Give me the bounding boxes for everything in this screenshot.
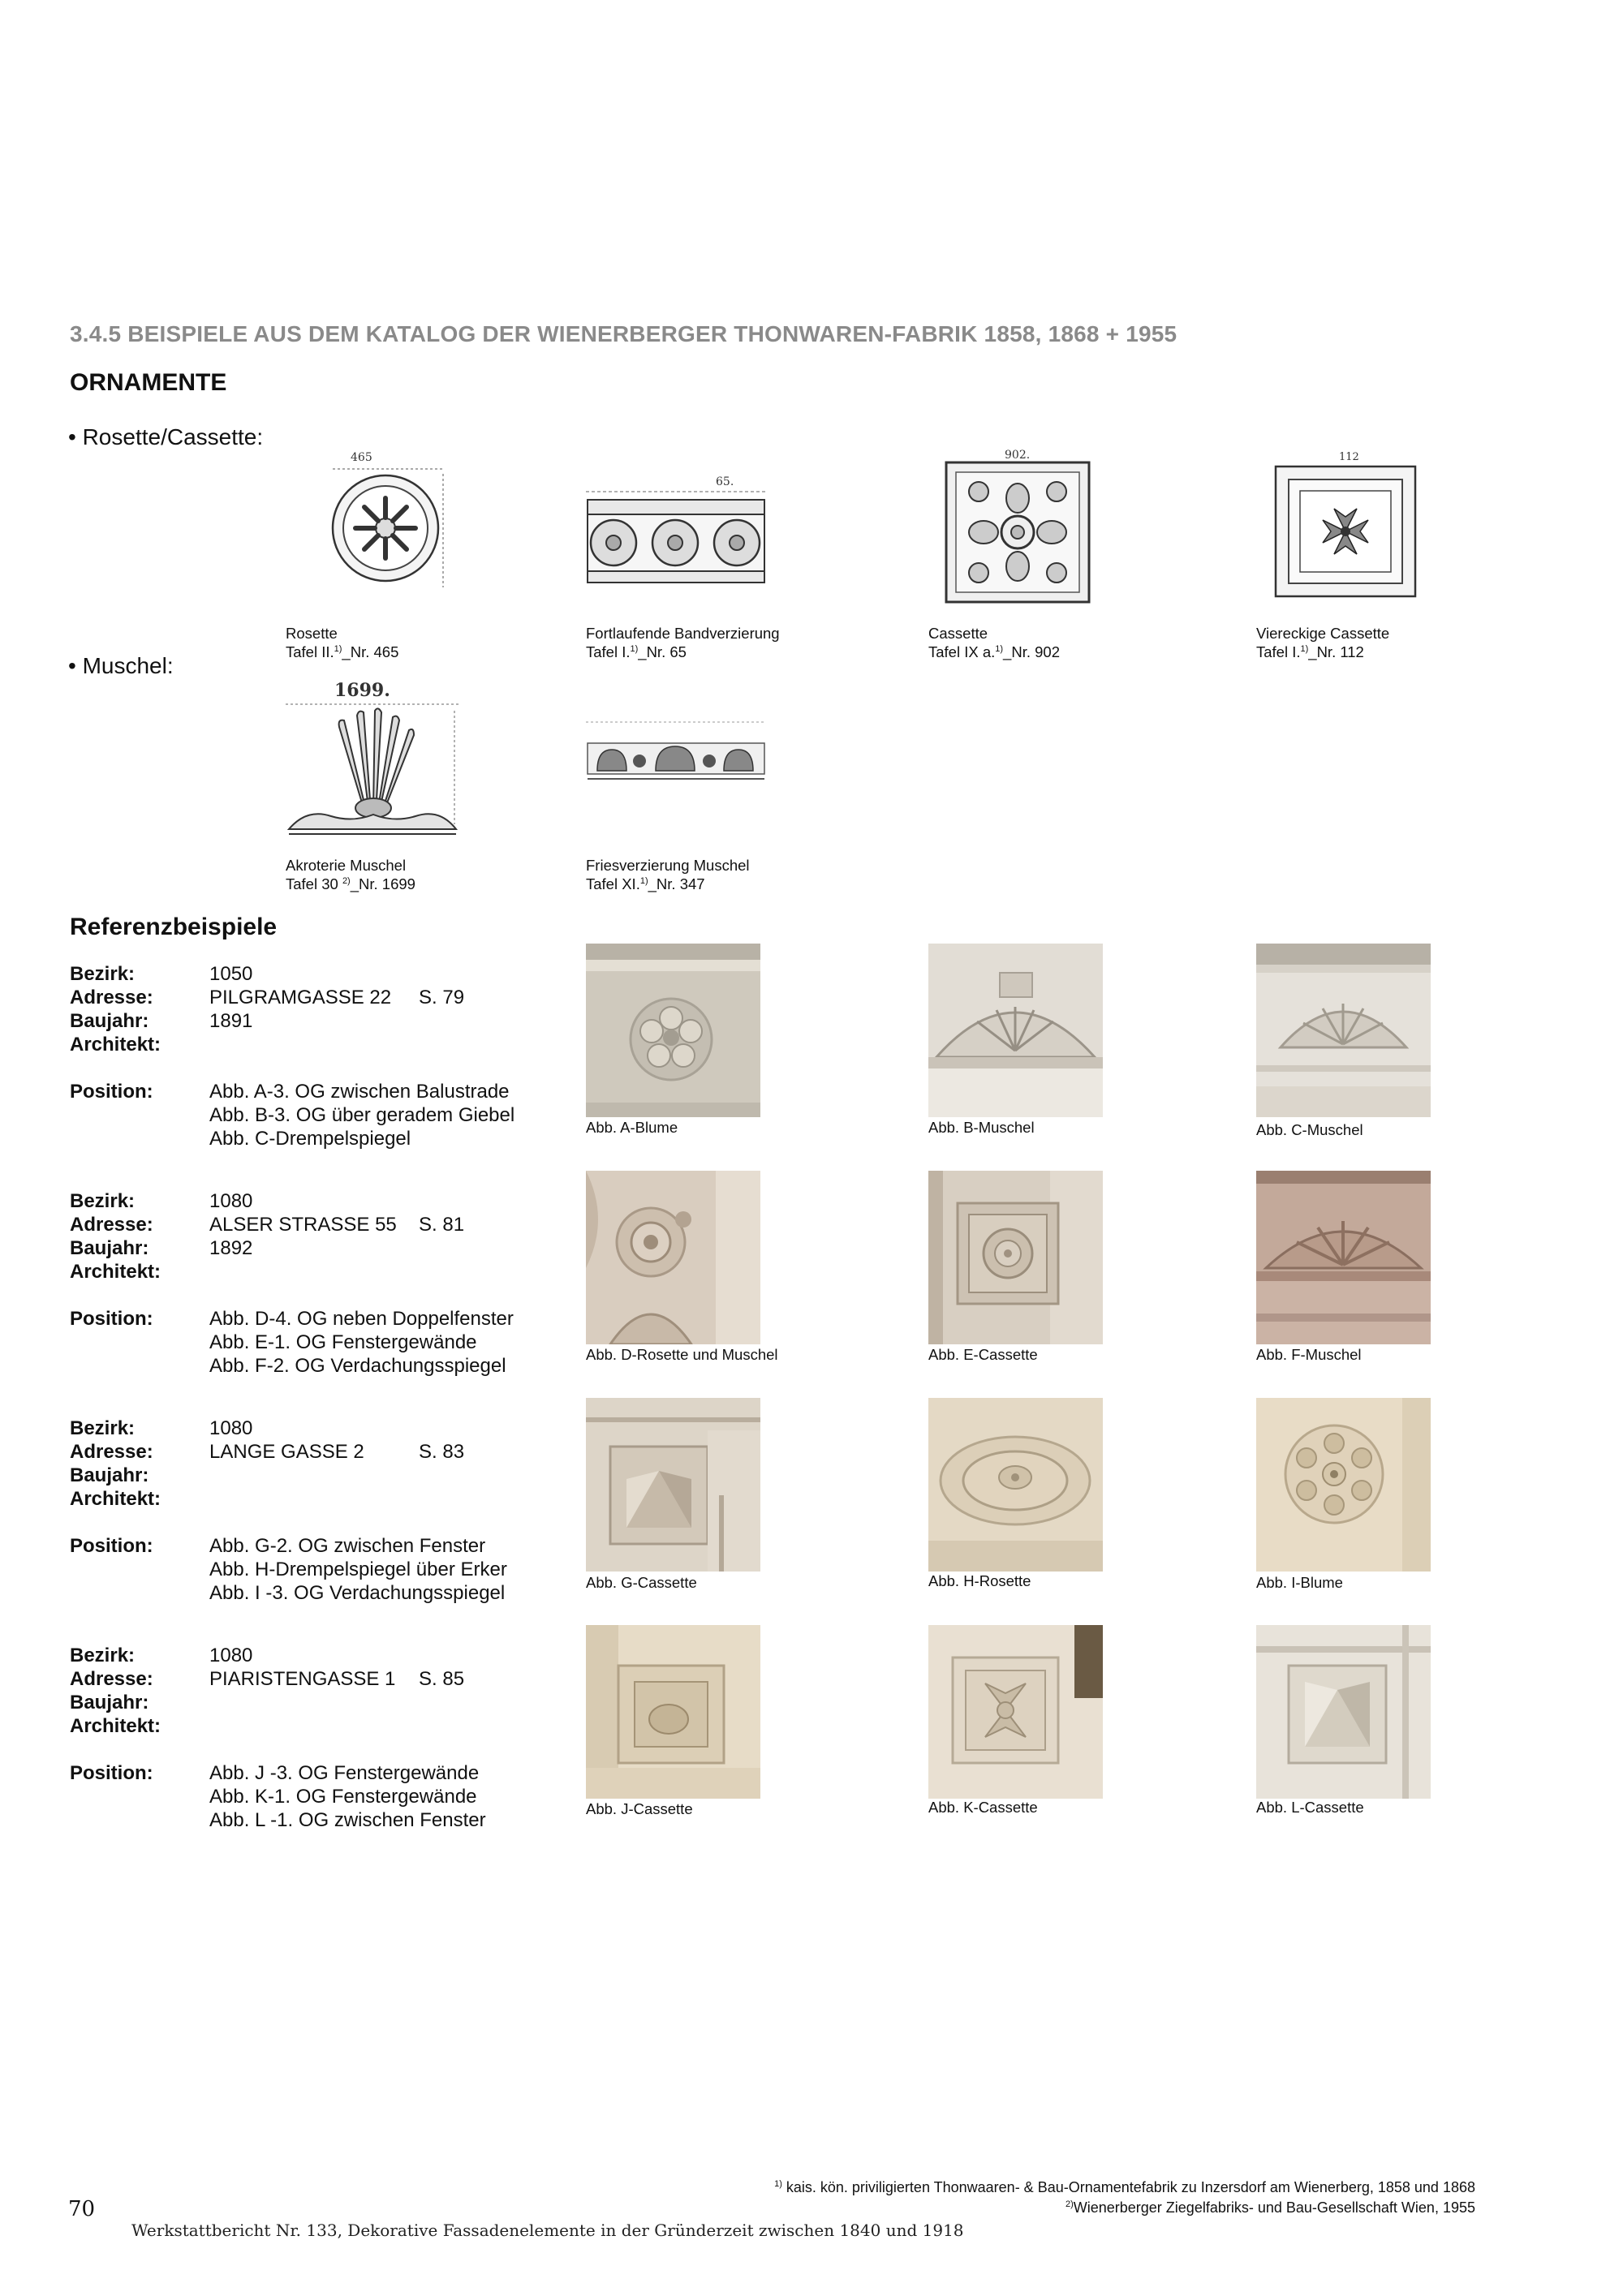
caption-rosette-sup: 1) [334,643,342,654]
photo-caption-l: Abb. L-Cassette [1256,1799,1364,1816]
photo-f-muschel [1256,1171,1431,1344]
caption-rosette-nr: _Nr. 465 [342,643,399,660]
ref3-adresse: LANGE GASSE 2 [209,1441,364,1463]
caption-viereckige-nr: _Nr. 112 [1308,643,1364,660]
publication-footer: Werkstattbericht Nr. 133, Dekorative Fassadenelemente in der Gründerzeit zwischen 1840 und 1918 [131,2221,964,2240]
ref3-label-adresse: Adresse: [70,1441,153,1463]
caption-akroterie-tafel-text: Tafel 30 [286,875,342,892]
caption-fries-tafel [586,875,750,893]
photo-caption-g: Abb. G-Cassette [586,1574,697,1591]
caption-viereckige-name: Viereckige Cassette [1256,625,1390,642]
sketch-cassette [941,448,1100,607]
ref4-label-architekt: Architekt: [70,1715,161,1737]
ref4-bezirk: 1080 [209,1645,253,1666]
photo-h-rosette [928,1398,1103,1572]
caption-cassette-name: Cassette [928,625,988,642]
caption-viereckige-tafel-text: Tafel I. [1256,643,1301,660]
ref2-position-1: Abb. D-4. OG neben Doppelfenster [209,1308,514,1330]
sketch-cassette-number: 902. [1005,449,1031,462]
photo-caption-h: Abb. H-Rosette [928,1572,1031,1589]
photo-caption-b: Abb. B-Muschel [928,1119,1035,1136]
ref1-label-baujahr: Baujahr: [70,1010,149,1032]
caption-rosette-name: Rosette [286,625,338,642]
caption-fries-tafel-text: Tafel XI. [586,875,640,892]
caption-rosette [286,624,398,661]
ref1-label-position: Position: [70,1081,153,1103]
ornamente-heading: ORNAMENTE [70,369,227,396]
ref3-position-1: Abb. G-2. OG zwischen Fenster [209,1535,486,1557]
photo-j-cassette [586,1625,760,1799]
ref3-bezirk: 1080 [209,1417,253,1439]
photo-caption-i: Abb. I-Blume [1256,1574,1343,1591]
photo-caption-c: Abb. C-Muschel [1256,1121,1363,1138]
ref2-label-baujahr: Baujahr: [70,1237,149,1259]
caption-bandverzierung [586,624,780,661]
photo-i-blume [1256,1398,1431,1572]
sketch-akroterie-muschel [282,678,463,841]
caption-band-nr: _Nr. 65 [638,643,687,660]
caption-viereckige-tafel [1256,643,1389,661]
caption-fries [586,856,750,893]
ref3-label-position: Position: [70,1535,153,1557]
caption-band-name: Fortlaufende Bandverzierung [586,625,780,642]
bullet-rosette-cassette: • Rosette/Cassette: [68,424,264,449]
ref2-position-2: Abb. E-1. OG Fenstergewände [209,1331,477,1353]
sketch-viereckige-cassette [1271,449,1421,603]
footnote-1-text: kais. kön. priviligierten Thonwaaren- & Bau-Ornamentefabrik zu Inzersdorf am Wienerberg, 1858 und 1868 [781,2179,1475,2195]
ref2-baujahr: 1892 [209,1237,253,1259]
ref4-label-adresse: Adresse: [70,1668,153,1690]
ref1-position-2: Abb. B-3. OG über geradem Giebel [209,1104,515,1126]
sketch-akroterie-number: 1699. [334,680,390,701]
ref2-adresse: ALSER STRASSE 55 [209,1214,397,1236]
ref3-label-architekt: Architekt: [70,1488,161,1510]
referenz-heading: Referenzbeispiele [70,914,278,940]
caption-band-tafel-text: Tafel I. [586,643,631,660]
ref4-label-baujahr: Baujahr: [70,1692,149,1713]
sketch-bandverzierung [586,474,766,608]
ref1-adresse: PILGRAMGASSE 22 [209,987,392,1008]
ref3-label-baujahr: Baujahr: [70,1464,149,1486]
caption-akroterie-sup: 2) [342,875,351,886]
ref4-position-1: Abb. J -3. OG Fenstergewände [209,1762,480,1784]
ref4-label-bezirk: Bezirk: [70,1645,136,1666]
caption-fries-nr: _Nr. 347 [648,875,705,892]
caption-cassette-nr: _Nr. 902 [1003,643,1060,660]
photo-e-cassette [928,1171,1103,1344]
caption-rosette-tafel-text: Tafel II. [286,643,334,660]
ref3-seite: S. 83 [419,1441,465,1463]
caption-viereckige-sup: 1) [1300,643,1309,654]
ref2-label-position: Position: [70,1308,153,1330]
footnote-2-text: Wienerberger Ziegelfabriks- und Bau-Gesellschaft Wien, 1955 [1073,2199,1475,2216]
footnote-2 [1065,2199,1475,2216]
ref2-bezirk: 1080 [209,1190,253,1212]
photo-k-cassette [928,1625,1103,1799]
ref2-label-bezirk: Bezirk: [70,1190,136,1212]
caption-akroterie-name: Akroterie Muschel [286,857,407,874]
sketch-friesverzierung [586,714,766,792]
sketch-rosette-number: 465 [351,451,372,464]
ref2-label-adresse: Adresse: [70,1214,153,1236]
photo-b-muschel [928,944,1103,1117]
ref1-label-architekt: Architekt: [70,1034,161,1056]
caption-fries-sup: 1) [639,875,648,886]
caption-akroterie-nr: _Nr. 1699 [350,875,415,892]
caption-cassette [928,624,1060,661]
bullet-muschel: • Muschel: [68,653,174,678]
sketch-band-number: 65. [716,475,734,488]
ref3-position-2: Abb. H-Drempelspiegel über Erker [209,1559,507,1580]
ref1-seite: S. 79 [419,987,465,1008]
sketch-viereckige-number: 112 [1339,451,1359,463]
photo-caption-k: Abb. K-Cassette [928,1799,1038,1816]
photo-caption-a: Abb. A-Blume [586,1119,678,1136]
photo-c-muschel [1256,944,1431,1117]
ref1-label-adresse: Adresse: [70,987,153,1008]
photo-g-cassette [586,1398,760,1572]
caption-viereckige [1256,624,1389,661]
ref1-position-3: Abb. C-Drempelspiegel [209,1128,411,1150]
caption-cassette-tafel [928,643,1060,661]
photo-caption-d: Abb. D-Rosette und Muschel [586,1346,778,1363]
photo-d-rosette-muschel [586,1171,760,1344]
caption-band-tafel [586,643,780,661]
ref2-seite: S. 81 [419,1214,465,1236]
caption-fries-name: Friesverzierung Muschel [586,857,750,874]
ref3-label-bezirk: Bezirk: [70,1417,136,1439]
footnote-2-sup: 2) [1065,2199,1074,2209]
footnote-1 [774,2179,1475,2196]
ref1-baujahr: 1891 [209,1010,253,1032]
photo-caption-j: Abb. J-Cassette [586,1800,693,1817]
sketch-rosette [300,449,483,592]
footnote-1-sup: 1) [774,2179,782,2189]
caption-rosette-tafel [286,643,398,661]
ref1-label-bezirk: Bezirk: [70,963,136,985]
caption-cassette-tafel-text: Tafel IX a. [928,643,996,660]
photo-caption-e: Abb. E-Cassette [928,1346,1038,1363]
ref3-position-3: Abb. I -3. OG Verdachungsspiegel [209,1582,506,1604]
ref4-adresse: PIARISTENGASSE 1 [209,1668,396,1690]
photo-l-cassette [1256,1625,1431,1799]
ref4-position-3: Abb. L -1. OG zwischen Fenster [209,1809,486,1831]
caption-cassette-sup: 1) [995,643,1004,654]
ref2-label-architekt: Architekt: [70,1261,161,1283]
ref4-seite: S. 85 [419,1668,465,1690]
ref2-position-3: Abb. F-2. OG Verdachungsspiegel [209,1355,506,1377]
ref4-position-2: Abb. K-1. OG Fenstergewände [209,1786,477,1808]
ref1-position-1: Abb. A-3. OG zwischen Balustrade [209,1081,510,1103]
caption-akroterie-tafel [286,875,415,893]
ref1-bezirk: 1050 [209,963,253,985]
page-number: 70 [68,2197,96,2221]
ref4-label-position: Position: [70,1762,153,1784]
photo-caption-f: Abb. F-Muschel [1256,1346,1362,1363]
photo-a-blume [586,944,760,1117]
caption-band-sup: 1) [630,643,639,654]
caption-akroterie [286,856,415,893]
section-title: 3.4.5 BEISPIELE AUS DEM KATALOG DER WIENERBERGER THONWAREN-FABRIK 1858, 1868 + 1955 [70,321,1177,346]
